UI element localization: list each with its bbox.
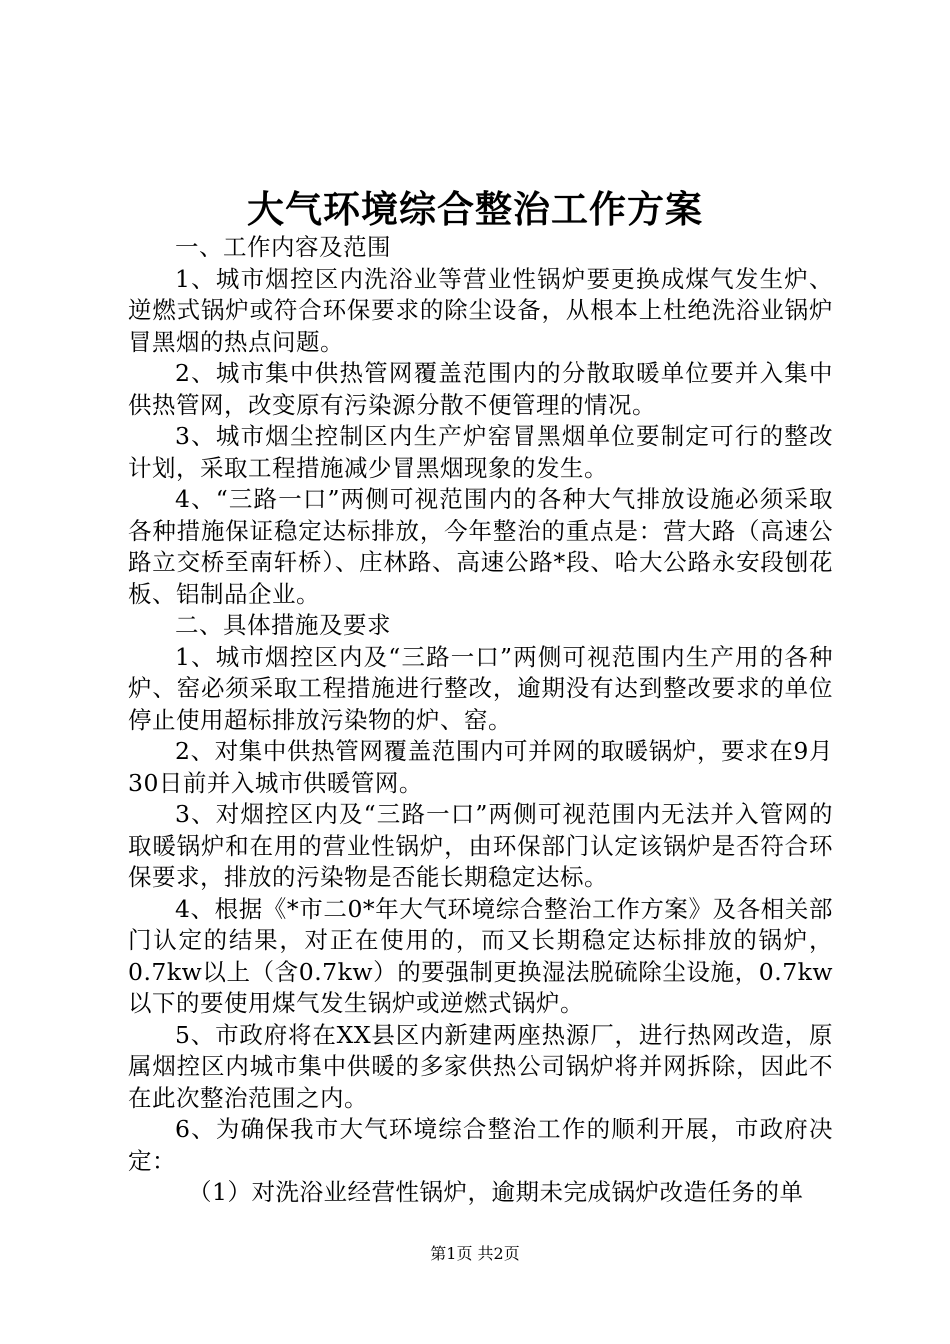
body-paragraph: 3、城市烟尘控制区内生产炉窑冒黑烟单位要制定可行的整改计划，采取工程措施减少冒黑烟现象的发生。: [128, 422, 833, 482]
page-footer: 第1页 共2页: [430, 1244, 520, 1263]
document-body: [128, 232, 833, 1209]
body-paragraph: 2、对集中供热管网覆盖范围内可并网的取暖锅炉，要求在9月30日前并入城市供暖管网。: [128, 737, 833, 797]
body-paragraph: 4、根据《*市二0*年大气环境综合整治工作方案》及各相关部门认定的结果，对正在使用的，而又长期稳定达标排放的锅炉，0.7kw以上（含0.7kw）的要强制更换湿法脱硫除尘设施，0.7kw以下的要使用煤气发生锅炉或逆燃式锅炉。: [128, 894, 833, 1017]
body-paragraph: 4、“三路一口”两侧可视范围内的各种大气排放设施必须采取各种措施保证稳定达标排放，今年整治的重点是：营大路（高速公路立交桥至南轩桥）、庄林路、高速公路*段、哈大公路永安段刨花板、铝制品企业。: [128, 485, 833, 608]
document-title: 大气环境综合整治工作方案: [247, 187, 703, 231]
sub-item-paragraph: （1）对洗浴业经营性锅炉，逾期未完成锅炉改造任务的单: [188, 1178, 804, 1206]
body-paragraph: 2、城市集中供热管网覆盖范围内的分散取暖单位要并入集中供热管网，改变原有污染源分散不便管理的情况。: [128, 359, 833, 419]
body-paragraph: 6、为确保我市大气环境综合整治工作的顺利开展，市政府决定：: [128, 1115, 833, 1175]
body-paragraph: 1、城市烟控区内洗浴业等营业性锅炉要更换成煤气发生炉、逆燃式锅炉或符合环保要求的除尘设备，从根本上杜绝洗浴业锅炉冒黑烟的热点问题。: [128, 264, 833, 356]
body-paragraph: 5、市政府将在XX县区内新建两座热源厂，进行热网改造，原属烟控区内城市集中供暖的多家供热公司锅炉将并网拆除，因此不在此次整治范围之内。: [128, 1020, 833, 1112]
body-paragraph: 1、城市烟控区内及“三路一口”两侧可视范围内生产用的各种炉、窑必须采取工程措施进行整改，逾期没有达到整改要求的单位停止使用超标排放污染物的炉、窑。: [128, 642, 833, 734]
section-heading: 一、工作内容及范围: [175, 233, 391, 261]
body-paragraph: 3、对烟控区内及“三路一口”两侧可视范围内无法并入管网的取暖锅炉和在用的营业性锅炉，由环保部门认定该锅炉是否符合环保要求，排放的污染物是否能长期稳定达标。: [128, 800, 833, 891]
section-heading: 二、具体措施及要求: [175, 611, 391, 639]
